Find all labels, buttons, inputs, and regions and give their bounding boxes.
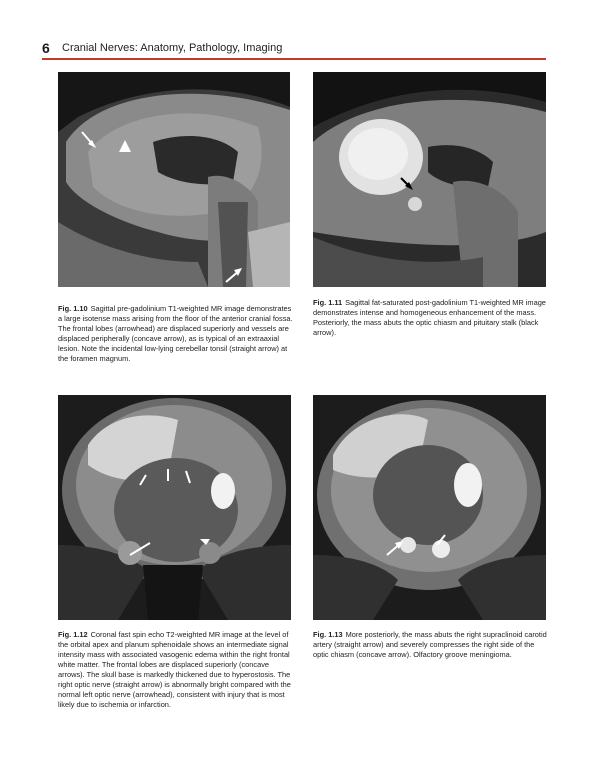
figure-1-13-image [313,395,546,620]
figure-1-12-image [58,395,291,620]
figure-1-13-text: More posteriorly, the mass abuts the right supraclinoid carotid artery (straight arrow) and severely compresses the right side of the optic chiasm (concave arrow). Olfactory groove meningioma. [313,630,547,659]
header-rule [42,58,546,60]
figure-1-10-label: Fig. 1.10 [58,304,88,313]
figure-1-10-image [58,72,290,287]
figure-1-11-caption [313,298,549,338]
figure-1-12-caption [58,630,294,710]
figure-1-11-label: Fig. 1.11 [313,298,343,307]
figure-1-10-caption [58,304,294,364]
figure-1-13-caption [313,630,549,660]
figure-1-12-label: Fig. 1.12 [58,630,88,639]
figure-1-10-text: Sagittal pre-gadolinium T1-weighted MR image demonstrates a large isotense mass arising from the floor of the anterior cranial fossa. The frontal lobes (arrowhead) are displaced superiorly and vessels are displaced peripherally (concave arrow), as is typical of an extraaxial lesion. Note the incidental low-lying cerebellar tonsil (straight arrow) at the foramen magnum. [58,304,293,363]
figure-1-12-text: Coronal fast spin echo T2-weighted MR image at the level of the orbital apex and planum sphenoidale shows an intermediate signal intensity mass with associated vasogenic edema within the right frontal white matter. The frontal lobes are displaced superiorly (concave arrows). The skull base is markedly thickened due to hyperostosis. The right optic nerve (straight arrow) is abnormally bright compared with the normal left optic nerve (arrowhead), consistent with injury that is most likely due to ischemia or infarction. [58,630,291,709]
figure-1-11-image [313,72,546,287]
figure-1-11-text: Sagittal fat-saturated post-gadolinium T1-weighted MR image demonstrates intense and homogeneous enhancement of the mass. Posteriorly, the mass abuts the optic chiasm and pituitary stalk (black arrow). [313,298,546,337]
page-number: 6 [42,40,50,56]
running-title: Cranial Nerves: Anatomy, Pathology, Imaging [62,42,283,54]
page-header [42,40,546,60]
figure-1-13-label: Fig. 1.13 [313,630,343,639]
